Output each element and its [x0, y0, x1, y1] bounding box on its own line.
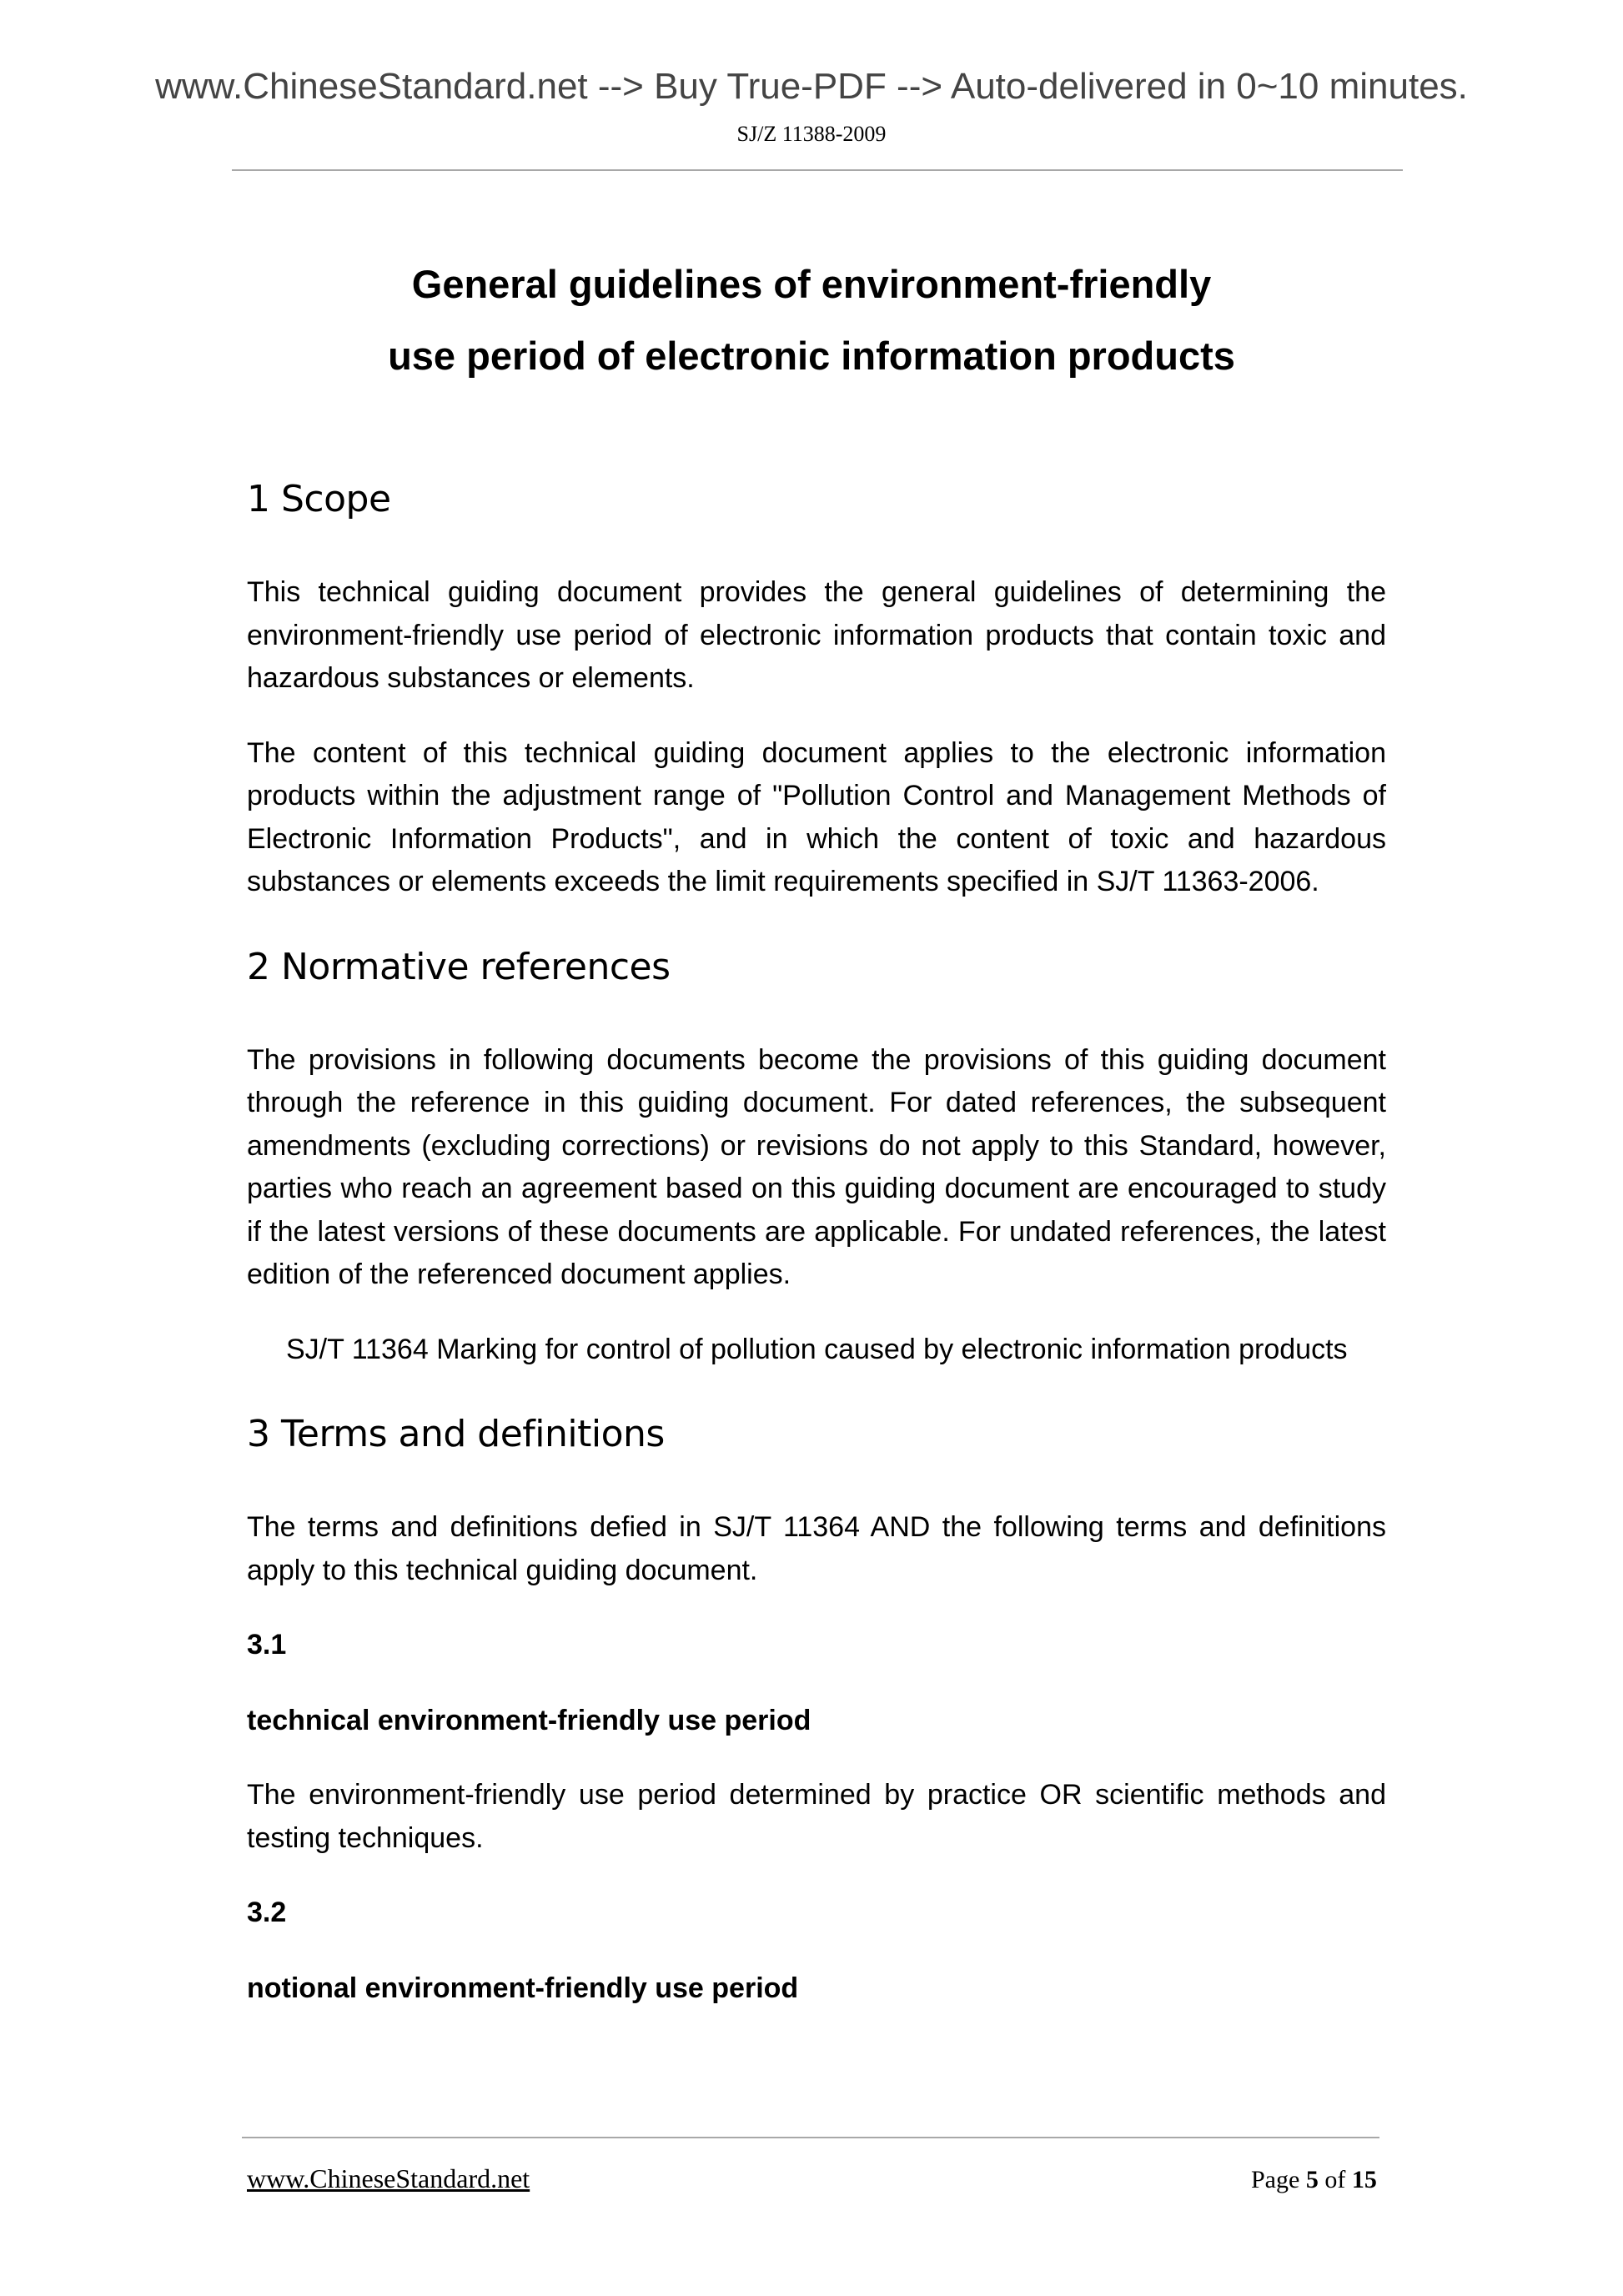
- footer-site-link[interactable]: www.ChineseStandard.net: [247, 2163, 530, 2193]
- term-technical-period: technical environment-friendly use period: [247, 1705, 812, 1736]
- title-line-1: General guidelines of environment-friendly: [411, 262, 1212, 306]
- page-current: 5: [1305, 2166, 1319, 2193]
- section-heading-scope: 1 Scope: [247, 478, 391, 520]
- top-banner: www.ChineseStandard.net --> Buy True-PDF --> Auto-delivered in 0~10 minutes.: [155, 66, 1468, 107]
- scope-paragraph-2: The content of this technical guiding document applies to the electronic information products within the adjustment range of "Pollution Control and Management Methods of Electronic Information Products", and in which the content of toxic and hazardous substances or elements exceeds the limit requirements specified in SJ/T 11363-2006.: [247, 736, 1386, 897]
- title-line-2: use period of electronic information products: [388, 334, 1235, 378]
- term-number-3-1: 3.1: [247, 1629, 287, 1660]
- term-number-3-2: 3.2: [247, 1897, 287, 1928]
- page-of: of: [1324, 2166, 1346, 2193]
- scope-paragraph-1: This technical guiding document provides the general guidelines of determining the environment-friendly use period of electronic information products that contain toxic and hazardous substances or elements.: [247, 576, 1386, 694]
- document-title: [0, 249, 1623, 392]
- page-label: Page: [1251, 2166, 1300, 2193]
- page-indicator: [1251, 2163, 1377, 2197]
- normative-paragraph-1: The provisions in following documents become the provisions of this guiding document through the reference in this guiding document. For dated references, the subsequent amendments (excluding corrections) or revisions do not apply to this Standard, however, parties who reach an agreement based on this guiding document are encouraged to study if the latest versions of these documents are applicable. For undated references, the latest edition of the referenced document applies.: [247, 1043, 1386, 1290]
- terms-paragraph-1: The terms and definitions defied in SJ/T 11364 AND the following terms and definitions apply to this technical guiding document.: [247, 1511, 1386, 1586]
- term-notional-period: notional environment-friendly use period: [247, 1972, 799, 2004]
- footer-divider: [242, 2137, 1379, 2138]
- section-heading-terms: 3 Terms and definitions: [247, 1413, 665, 1455]
- term-definition-3-1: The environment-friendly use period determined by practice OR scientific methods and testing techniques.: [247, 1779, 1386, 1854]
- header-divider: [232, 169, 1403, 171]
- normative-reference-item: SJ/T 11364 Marking for control of pollution caused by electronic information products: [286, 1333, 1348, 1365]
- page-total: 15: [1351, 2166, 1377, 2193]
- document-body: [247, 463, 1386, 2042]
- standard-code: SJ/Z 11388-2009: [736, 122, 887, 146]
- section-heading-normative-references: 2 Normative references: [247, 945, 671, 988]
